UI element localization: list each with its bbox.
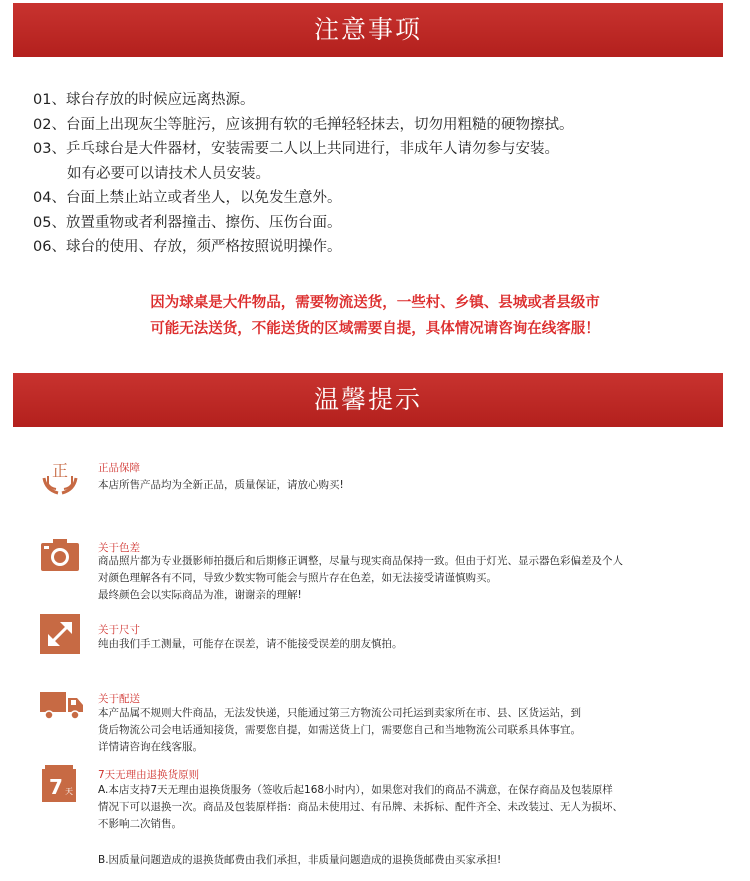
genuine-line-1: 本店所售产品均为全新正品，质量保证，请放心购买! bbox=[98, 479, 344, 491]
notice-list bbox=[33, 88, 733, 260]
size-body bbox=[98, 636, 403, 653]
genuine-hands-icon bbox=[40, 456, 80, 496]
delivery-body bbox=[98, 705, 581, 756]
genuine-body bbox=[98, 477, 344, 494]
delivery-line-2: 货后物流公司会电话通知接货，需要您自提，如需送货上门，需要您自己和当地物流公司联系具体事宜。 bbox=[98, 724, 581, 736]
seven-day-calendar-icon bbox=[42, 764, 76, 802]
returns-body bbox=[98, 782, 623, 833]
color-line-3: 最终颜色会以实际商品为准，谢谢亲的理解! bbox=[98, 589, 302, 601]
notice-item-3-continued: 如有必要可以请技术人员安装。 bbox=[67, 165, 270, 182]
notice-item-3: 03、乒乓球台是大件器材，安装需要二人以上共同进行，非成年人请勿参与安装。 bbox=[33, 141, 559, 157]
size-line-1: 纯由我们手工测量，可能存在误差，请不能接受误差的朋友慎拍。 bbox=[98, 638, 403, 650]
notice-item-2: 02、台面上出现灰尘等脏污，应该拥有软的毛掸轻轻抹去，切勿用粗糙的硬物擦拭。 bbox=[33, 116, 574, 133]
notice-item-6: 06、球台的使用、存放，须严格按照说明操作。 bbox=[33, 239, 342, 255]
delivery-line-1: 本产品属不规则大件商品，无法发快递，只能通过第三方物流公司托运到卖家所在市、县、区货运站，到 bbox=[98, 707, 581, 719]
delivery-warning-line-2: 可能无法送货，不能送货的区域需要自提，具体情况请咨询在线客服！ bbox=[150, 321, 600, 337]
genuine-title: 正品保障 bbox=[98, 462, 140, 474]
notice-item-1: 01、球台存放的时候应远离热源。 bbox=[33, 92, 255, 108]
tips-title: 温馨提示 bbox=[313, 385, 422, 414]
returns-line-b: B.因质量问题造成的退换货邮费由我们承担，非质量问题造成的退换货邮费由买家承担! bbox=[98, 854, 502, 866]
delivery-truck-icon bbox=[40, 684, 84, 724]
notice-banner bbox=[13, 3, 723, 57]
camera-icon bbox=[40, 535, 80, 575]
color-line-2: 对颜色理解各有不同，导致少数实物可能会与照片存在色差，如无法接受请谨慎购买。 bbox=[98, 572, 497, 584]
delivery-warning-line-1: 因为球桌是大件物品，需要物流送货，一些村、乡镇、县城或者县级市 bbox=[150, 295, 600, 311]
size-title: 关于尺寸 bbox=[98, 624, 140, 636]
returns-line-3: 不影响二次销售。 bbox=[98, 818, 182, 830]
color-body bbox=[98, 553, 623, 604]
notice-title: 注意事项 bbox=[313, 15, 422, 44]
seven-day-icon-number: 7 bbox=[49, 775, 63, 799]
returns-title: 7天无理由退换货原则 bbox=[98, 769, 200, 781]
returns-line-2: 情况下可以退换一次。商品及包装原样指：商品未使用过、有吊牌、未拆标、配件齐全、未改装过、无人为损坏、 bbox=[98, 801, 623, 813]
color-line-1: 商品照片都为专业摄影师拍摄后和后期修正调整，尽量与现实商品保持一致。但由于灯光、显示器色彩偏差及个人 bbox=[98, 555, 623, 567]
resize-arrow-icon bbox=[40, 614, 80, 654]
returns-line-1: A.本店支持7天无理由退换货服务（签收后起168小时内），如果您对我们的商品不满意，在保存商品及包装原样 bbox=[98, 784, 613, 796]
seven-day-icon-unit: 天 bbox=[65, 787, 73, 796]
delivery-title: 关于配送 bbox=[98, 693, 140, 705]
tips-banner bbox=[13, 373, 723, 427]
notice-item-5: 05、放置重物或者利器撞击、擦伤、压伤台面。 bbox=[33, 214, 342, 231]
delivery-line-3: 详情请咨询在线客服。 bbox=[98, 741, 203, 753]
notice-item-4: 04、台面上禁止站立或者坐人，以免发生意外。 bbox=[33, 190, 342, 206]
color-title: 关于色差 bbox=[98, 542, 140, 554]
genuine-icon-glyph: 正 bbox=[51, 461, 69, 480]
